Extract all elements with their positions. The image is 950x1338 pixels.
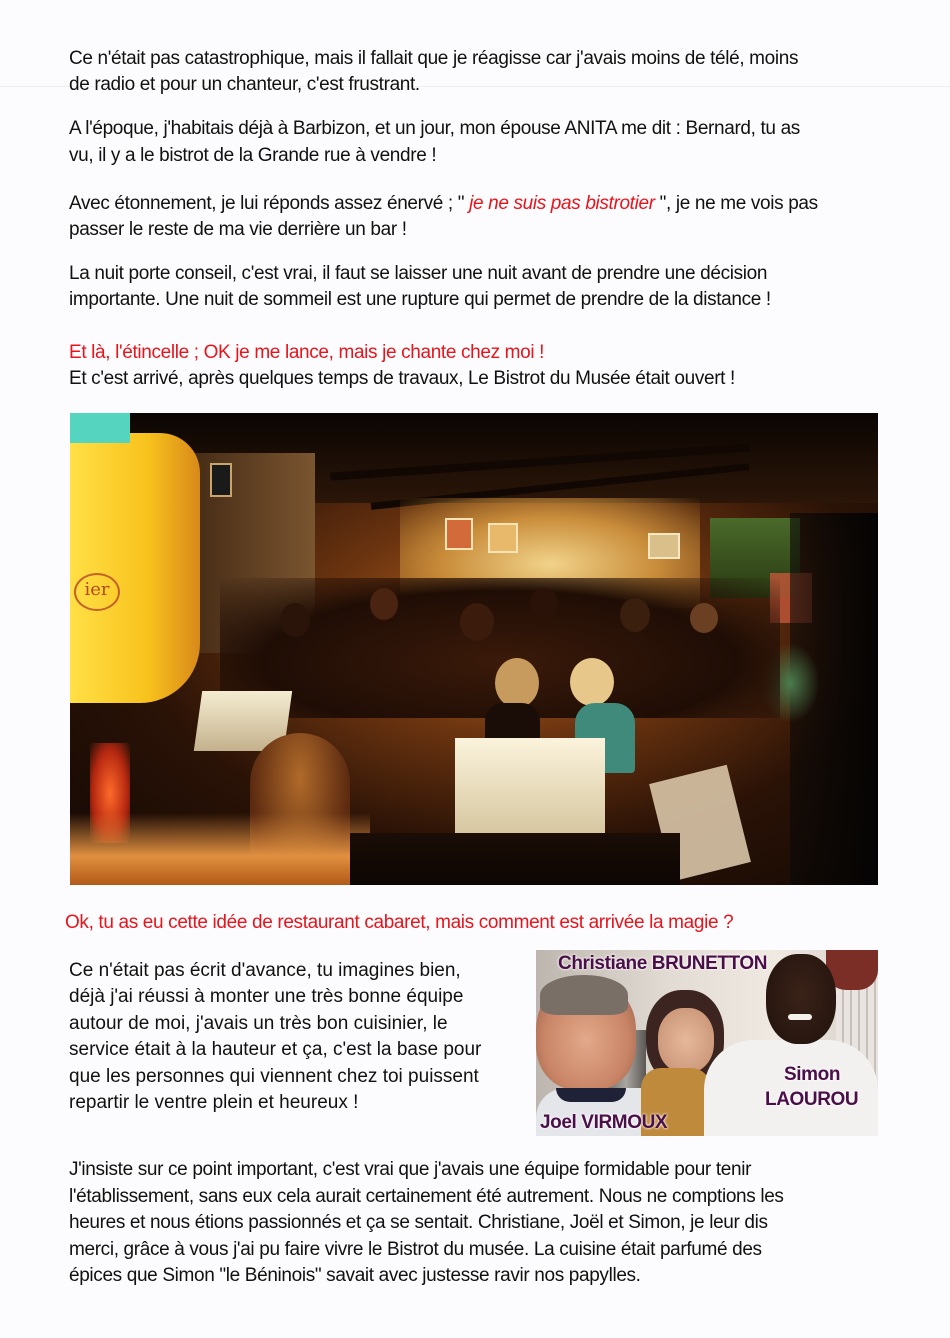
paragraph-6-line-4: service était à la hauteur et ça, c'est la base pour (69, 1039, 482, 1060)
paragraph-7-line-5: épices que Simon "le Béninois" savait avec justesse ravir nos papylles. (69, 1265, 641, 1286)
question-heading: Ok, tu as eu cette idée de restaurant cabaret, mais comment est arrivée la magie ? (65, 912, 734, 933)
paragraph-3-line-1 (69, 191, 818, 218)
paragraph-6-line-6: repartir le ventre plein et heureux ! (69, 1092, 359, 1113)
paragraph-4-line-1: La nuit porte conseil, c'est vrai, il faut se laisser une nuit avant de prendre une décision (69, 263, 768, 284)
caption-simon-last: LAOUROU (765, 1089, 859, 1110)
paragraph-6-line-2: déjà j'ai réussi à monter une très bonne équipe (69, 986, 464, 1007)
paragraph-7-line-1: J'insiste sur ce point important, c'est vrai que j'avais une équipe formidable pour tenir (69, 1159, 752, 1180)
paragraph-3-line-2: passer le reste de ma vie derrière un bar ! (69, 219, 407, 240)
paragraph-7-line-4: merci, grâce à vous j'ai pu faire vivre le Bistrot du musée. La cuisine était parfumé des (69, 1239, 762, 1260)
caption-simon-first: Simon (784, 1064, 841, 1085)
paragraph-7-line-2: l'établissement, sans eux cela aurait certainement été autrement. Nous ne comptions les (69, 1186, 784, 1207)
staff-photo (536, 950, 878, 1136)
paragraph-5-line: Et c'est arrivé, après quelques temps de travaux, Le Bistrot du Musée était ouvert ! (69, 368, 735, 389)
restaurant-photo (70, 413, 878, 885)
paragraph-4-line-2: importante. Une nuit de sommeil est une rupture qui permet de prendre de la distance ! (69, 289, 771, 310)
paragraph-1-line-2: de radio et pour un chanteur, c'est frustrant. (69, 74, 420, 95)
paragraph-2-line-2: vu, il y a le bistrot de la Grande rue à vendre ! (69, 145, 437, 166)
paragraph-1-line-1: Ce n'était pas catastrophique, mais il fallait que je réagisse car j'avais moins de télé, moins (69, 48, 799, 69)
paragraph-2-line-1: A l'époque, j'habitais déjà à Barbizon, et un jour, mon épouse ANITA me dit : Bernard, tu as (69, 118, 800, 139)
paragraph-3-text-after: ", je ne me vois pas (654, 193, 818, 214)
paragraph-6-line-1: Ce n'était pas écrit d'avance, tu imagines bien, (69, 960, 461, 981)
paragraph-3-text-before: Avec étonnement, je lui réponds assez énervé ; " (69, 193, 470, 214)
paragraph-6-line-3: autour de moi, j'avais un très bon cuisinier, le (69, 1013, 448, 1034)
quote-bistrotier: je ne suis pas bistrotier (469, 193, 655, 214)
paragraph-6-line-5: que les personnes qui viennent chez toi puissent (69, 1066, 479, 1087)
lampshade-label: ier (74, 573, 120, 611)
caption-joel: Joel VIRMOUX (540, 1112, 668, 1133)
highlight-etincelle: Et là, l'étincelle ; OK je me lance, mais je chante chez moi ! (69, 342, 545, 363)
paragraph-7-line-3: heures et nous étions passionnés et ça se sentait. Christiane, Joël et Simon, je leur dis (69, 1212, 768, 1233)
caption-christiane: Christiane BRUNETTON (558, 953, 768, 974)
